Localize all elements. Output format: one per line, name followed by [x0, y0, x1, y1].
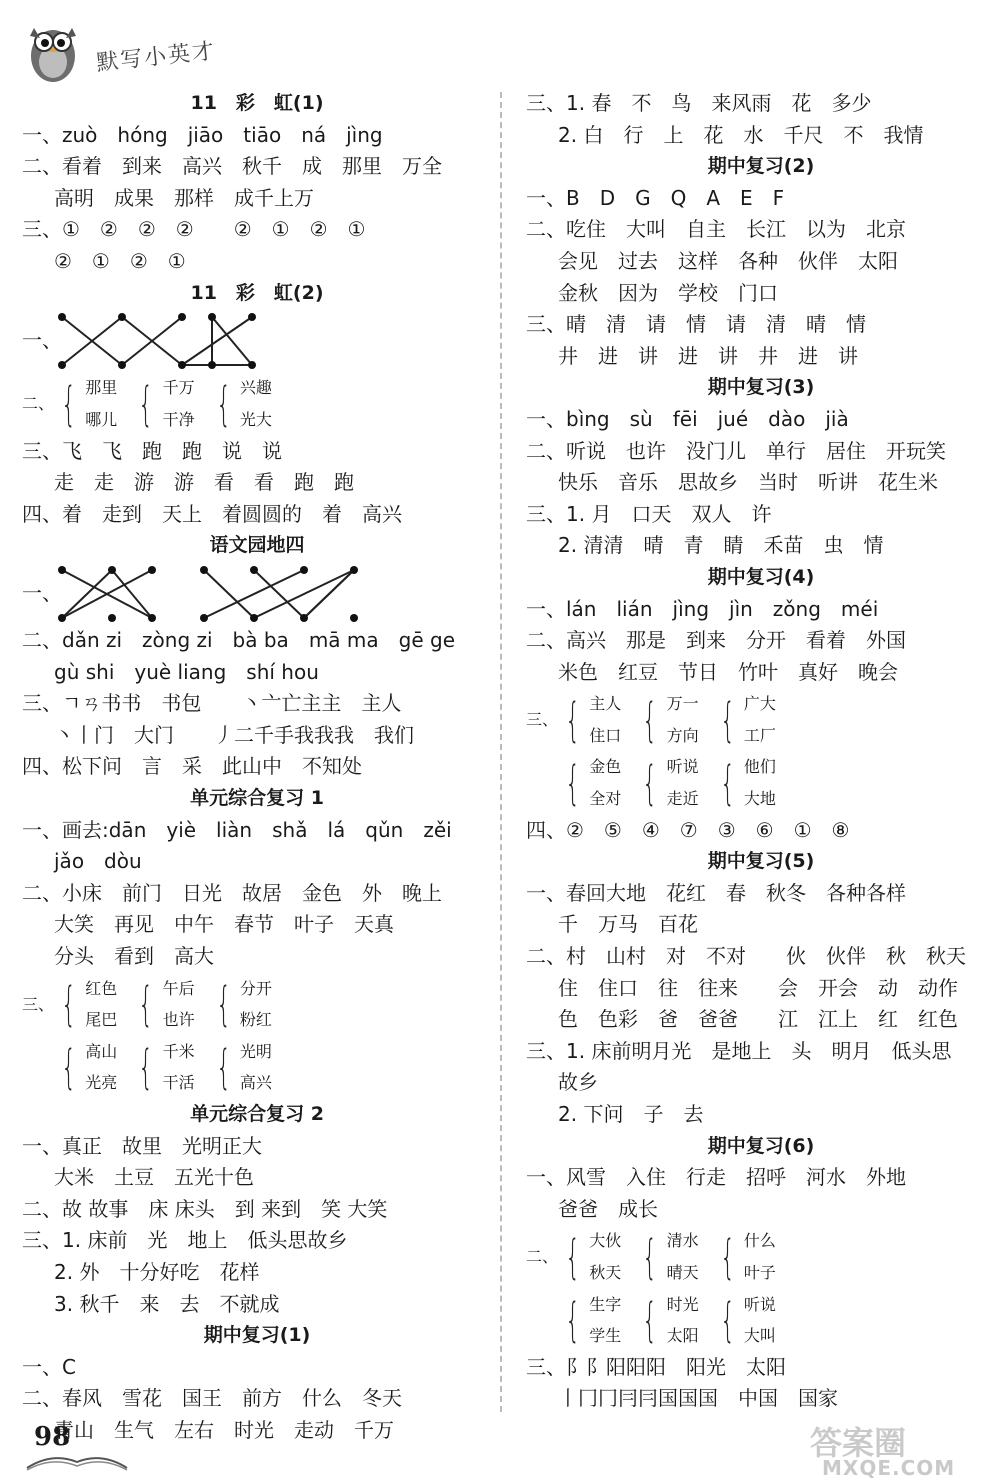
answer-line: ② ① ② ①: [54, 248, 186, 273]
matching-dot: [58, 313, 66, 321]
brace-icon: {: [565, 756, 580, 811]
answer-line: 青山 生气 左右 时光 走动 千万: [54, 1417, 394, 1442]
brace-group: [713, 1289, 776, 1352]
matching-lines-icon: [54, 311, 494, 371]
answer-line: 2. 下问 子 去: [558, 1102, 704, 1126]
brace-group: [713, 751, 776, 814]
brace-icon: {: [565, 1229, 580, 1284]
pair-word: 走近: [666, 789, 699, 809]
brace-icon: {: [565, 692, 580, 747]
word-pair: [744, 1225, 776, 1288]
answer-line: 四、松下问 言 采 此山中 不知处: [22, 754, 362, 779]
question-label: 一、: [22, 580, 62, 605]
answer-line: 二、dǎn zi zòng zi bà ba mā ma gē ge: [22, 628, 456, 653]
brace-group: [635, 688, 698, 751]
pair-word: 分开: [239, 978, 272, 998]
answer-line: 一、C: [22, 1354, 76, 1379]
answer-line: 大米 土豆 五光十色: [54, 1165, 254, 1190]
section-title: 11 彩 虹(1): [190, 92, 324, 114]
matching-line: [254, 570, 354, 618]
answer-line: 2. 白 行 上 花 水 千尺 不 我情: [558, 122, 924, 147]
word-pair: [240, 372, 272, 435]
pair-word: 千米: [162, 1041, 195, 1061]
matching-dot: [58, 614, 66, 622]
question-label: 二、: [22, 394, 55, 414]
section-title: 期中复习(2): [707, 155, 815, 178]
section-title: 期中复习(4): [707, 565, 815, 588]
pair-word: 干活: [162, 1073, 195, 1093]
word-pair: [163, 372, 195, 435]
matching-exercise: [22, 309, 492, 372]
word-pair: [85, 372, 117, 435]
matching-line: [254, 570, 304, 618]
matching-dot: [108, 614, 116, 622]
matching-dot: [248, 361, 256, 369]
book-icon: [22, 1448, 132, 1472]
pair-word: 秋天: [589, 1262, 622, 1282]
pair-word: 干净: [162, 409, 195, 429]
pair-word: 哪儿: [85, 409, 118, 429]
pair-word: 全对: [589, 789, 622, 809]
brace-icon: {: [642, 1229, 658, 1284]
matching-dot: [200, 614, 208, 622]
matching-dot: [300, 614, 308, 622]
question-label: 三、: [22, 994, 55, 1014]
answer-line: jǎo dòu: [54, 849, 142, 874]
answer-line: 一、风雪 入住 行走 招呼 河水 外地: [526, 1165, 906, 1190]
word-pair: [744, 688, 776, 751]
answer-line: 三、阝阝阳阳阳 阳光 太阳: [526, 1354, 786, 1379]
watermark-logo: 答案圈: [810, 1424, 907, 1462]
pair-word: 晴天: [666, 1262, 699, 1282]
word-pair: [85, 1036, 117, 1099]
pair-word: 大叫: [743, 1326, 776, 1346]
pair-word: 大伙: [589, 1231, 622, 1251]
answer-line: 米色 红豆 节日 竹叶 真好 晚会: [558, 659, 898, 684]
answer-line: 二、听说 也许 没门儿 单行 居住 开玩笑: [526, 438, 946, 463]
brace-icon: {: [642, 1293, 658, 1348]
pair-word: 红色: [85, 978, 118, 998]
matching-dot: [350, 566, 358, 574]
matching-dot: [208, 361, 216, 369]
page-number: 98: [34, 1422, 71, 1452]
word-pair: [667, 1289, 699, 1352]
answer-line: 走 走 游 游 看 看 跑 跑: [54, 470, 354, 495]
answer-line: 丶丨门 大门 丿二千手我我我 我们: [54, 722, 414, 747]
word-pair: [589, 751, 621, 814]
answer-line: 井 进 讲 进 讲 井 进 讲: [558, 343, 858, 368]
answer-line: 二、小床 前门 日光 故居 金色 外 晚上: [22, 880, 442, 905]
brace-icon: {: [215, 376, 231, 431]
matching-line: [204, 570, 254, 618]
answer-line: 三、晴 清 请 情 请 清 晴 情: [526, 312, 866, 337]
brace-icon: {: [138, 977, 154, 1032]
word-pair: [163, 973, 195, 1036]
answer-line: 四、② ⑤ ④ ⑦ ③ ⑥ ① ⑧: [526, 817, 850, 842]
answer-line: 二、村 山村 对 不对 伙 伙伴 秋 秋天: [526, 944, 966, 969]
answer-line: 一、zuò hóng jiāo tiāo ná jìng: [22, 122, 383, 147]
answer-line: 分头 看到 高大: [54, 944, 214, 969]
matching-line: [204, 570, 304, 618]
answer-line: 一、lán lián jìng jìn zǒng méi: [526, 596, 879, 621]
pair-word: 光大: [239, 409, 272, 429]
pair-word: 也许: [162, 1010, 195, 1030]
answer-line: 二、吃住 大叫 自主 长江 以为 北京: [526, 217, 906, 242]
answer-line: 三、① ② ② ② ② ① ② ①: [22, 217, 366, 242]
watermark-url: MXQE.COM: [822, 1456, 956, 1480]
answer-line: gù shi yuè liang shí hou: [54, 659, 319, 684]
pair-word: 叶子: [743, 1262, 776, 1282]
matching-dot: [118, 313, 126, 321]
section-title: 单元综合复习 2: [190, 1103, 324, 1125]
word-pair: [667, 751, 699, 814]
matching-lines-icon: [54, 564, 494, 624]
brace-group: [635, 1225, 698, 1288]
answer-line: 爸爸 成长: [558, 1196, 658, 1221]
brace-icon: {: [565, 1293, 580, 1348]
pair-word: 主人: [589, 694, 622, 714]
brace-icon: {: [719, 1293, 735, 1348]
word-pair: [85, 973, 117, 1036]
matching-dot: [58, 566, 66, 574]
word-pair: [667, 1225, 699, 1288]
brace-group: [558, 1225, 621, 1288]
brace-icon: {: [215, 1040, 231, 1095]
pair-word: 住口: [589, 725, 622, 745]
answer-line: 二、故 故事 床 床头 到 来到 笑 大笑: [22, 1196, 388, 1221]
pair-word: 方向: [666, 725, 699, 745]
brace-group: [54, 372, 117, 435]
brace-icon: {: [138, 1040, 154, 1095]
pair-word: 光明: [239, 1041, 272, 1061]
pair-word: 兴趣: [239, 378, 272, 398]
answer-line: 三、1. 床前明月光 是地上 头 明月 低头思: [526, 1038, 952, 1063]
section-title: 期中复习(6): [707, 1134, 815, 1157]
answer-line: 三、飞 飞 跑 跑 说 说: [22, 438, 282, 463]
brace-group: [713, 1225, 776, 1288]
answer-line: 千 万马 百花: [558, 912, 698, 937]
matching-dot: [148, 566, 156, 574]
brace-group: [635, 1289, 698, 1352]
answer-line: 三、1. 春 不 鸟 来风雨 花 多少: [526, 91, 872, 115]
answer-line: 三、1. 床前 光 地上 低头思故乡: [22, 1228, 348, 1253]
word-pair: [744, 1289, 776, 1352]
pair-word: 金色: [589, 757, 622, 777]
answer-line: 高明 成果 那样 成千上万: [54, 185, 314, 210]
pair-word: 听说: [743, 1294, 776, 1314]
answer-line: 一、bìng sù fēi jué dào jià: [526, 406, 849, 431]
answer-line: 二、高兴 那是 到来 分开 看着 外国: [526, 628, 906, 653]
brace-icon: {: [719, 692, 735, 747]
matching-dot: [200, 566, 208, 574]
brace-icon: {: [61, 977, 76, 1032]
brace-group: [131, 372, 194, 435]
brace-icon: {: [719, 1229, 735, 1284]
brace-group: [713, 688, 776, 751]
left-column: [22, 88, 492, 1447]
question-label: 一、: [22, 328, 62, 353]
question-label: 二、: [526, 1247, 559, 1267]
brace-pairs-line: [22, 1036, 492, 1099]
column-divider: [500, 92, 502, 1412]
brace-icon: {: [642, 756, 658, 811]
brace-group: [131, 973, 194, 1036]
pair-word: 那里: [85, 378, 118, 398]
right-column: [526, 88, 996, 1415]
brace-pairs-line: [526, 751, 996, 814]
header-logo: [18, 14, 228, 88]
word-pair: [744, 751, 776, 814]
word-pair: [163, 1036, 195, 1099]
brace-group: [209, 973, 272, 1036]
section-title: 单元综合复习 1: [190, 787, 324, 810]
watermark: [810, 1418, 990, 1478]
pair-word: 生字: [589, 1294, 622, 1314]
pair-word: 广大: [743, 694, 776, 714]
answer-line: 大笑 再见 中午 春节 叶子 天真: [54, 912, 394, 937]
section-title: 语文园地四: [209, 534, 305, 557]
word-pair: [240, 973, 272, 1036]
matching-dot: [178, 313, 186, 321]
brace-group: [558, 688, 621, 751]
brace-icon: {: [719, 756, 735, 811]
answer-line: 三、ㄱㄢ书书 书包 丶亠亡主主 主人: [22, 691, 402, 716]
answer-line: 色 色彩 爸 爸爸 江 江上 红 红色: [558, 1007, 958, 1032]
answer-line: 金秋 因为 学校 门口: [558, 280, 778, 305]
pair-word: 什么: [743, 1231, 776, 1251]
answer-line: 一、B D G Q A E F: [526, 185, 785, 210]
pair-word: 午后: [162, 978, 195, 998]
pair-word: 时光: [666, 1294, 699, 1314]
matching-dot: [300, 566, 308, 574]
brace-group: [131, 1036, 194, 1099]
brace-pairs-line: [22, 372, 492, 435]
brace-pairs-line: [22, 973, 492, 1036]
matching-dot: [250, 614, 258, 622]
question-label: 三、: [526, 710, 559, 730]
brace-group: [209, 372, 272, 435]
answer-line: 2. 清清 晴 青 睛 禾苗 虫 情: [558, 533, 884, 558]
pair-word: 听说: [666, 757, 699, 777]
pair-word: 清水: [666, 1231, 699, 1251]
matching-line: [304, 570, 354, 618]
answer-line: 会见 过去 这样 各种 伙伴 太阳: [558, 248, 898, 273]
brace-icon: {: [215, 977, 231, 1032]
answer-line: 一、春回大地 花红 春 秋冬 各种各样: [526, 880, 906, 905]
matching-dot: [118, 361, 126, 369]
answer-line: 二、看着 到来 高兴 秋千 成 那里 万全: [22, 154, 442, 179]
word-pair: [667, 688, 699, 751]
pair-word: 他们: [743, 757, 776, 777]
brace-group: [54, 1036, 117, 1099]
matching-exercise: [22, 562, 492, 625]
answer-line: 一、画去:dān yiè liàn shǎ lá qǔn zěi: [22, 817, 452, 842]
answer-line: 2. 外 十分好吃 花样: [54, 1259, 260, 1284]
answer-line: 一、真正 故里 光明正大: [22, 1133, 262, 1158]
matching-dot: [248, 313, 256, 321]
pair-word: 万一: [666, 694, 699, 714]
matching-dot: [350, 614, 358, 622]
answer-line: 住 住口 往 往来 会 开会 动 动作: [558, 975, 958, 1000]
pair-word: 尾巴: [85, 1010, 118, 1030]
section-title: 11 彩 虹(2): [190, 281, 324, 304]
matching-dot: [250, 566, 258, 574]
pair-word: 高山: [85, 1041, 118, 1061]
answer-line: 3. 秋千 来 去 不就成: [54, 1291, 280, 1316]
matching-line: [62, 570, 112, 618]
answer-line: 故乡: [558, 1070, 598, 1095]
word-pair: [589, 1289, 621, 1352]
brace-group: [209, 1036, 272, 1099]
brace-pairs-line: [526, 1289, 996, 1352]
matching-dot: [208, 313, 216, 321]
answer-line: 二、春风 雪花 国王 前方 什么 冬天: [22, 1386, 402, 1411]
answer-line: 三、1. 月 口天 双人 许: [526, 501, 772, 526]
answer-line: 快乐 音乐 思故乡 当时 听讲 花生米: [558, 470, 938, 495]
word-pair: [589, 688, 621, 751]
matching-line: [112, 570, 152, 618]
brace-icon: {: [642, 692, 658, 747]
section-title: 期中复习(5): [707, 850, 815, 873]
word-pair: [589, 1225, 621, 1288]
brace-pairs-line: [526, 1225, 996, 1288]
brace-group: [635, 751, 698, 814]
pair-word: 工厂: [743, 725, 776, 745]
brace-pairs-line: [526, 688, 996, 751]
pair-word: 光亮: [85, 1073, 118, 1093]
matching-dot: [58, 361, 66, 369]
pair-word: 千万: [162, 378, 195, 398]
matching-dot: [148, 614, 156, 622]
brace-group: [558, 751, 621, 814]
pair-word: 大地: [743, 789, 776, 809]
owl-icon: [22, 16, 84, 86]
matching-dot: [108, 566, 116, 574]
brand-title: 默写小英才: [95, 38, 218, 77]
page-footer: [22, 1418, 132, 1474]
answer-line: 四、着 走到 天上 着圆圆的 着 高兴: [22, 501, 402, 526]
brace-icon: {: [61, 1040, 76, 1095]
pair-word: 粉红: [239, 1010, 272, 1030]
pair-word: 学生: [589, 1326, 622, 1346]
answer-line: 丨冂冂冃冃国国国 中国 国家: [558, 1386, 838, 1411]
word-pair: [240, 1036, 272, 1099]
pair-word: 高兴: [239, 1073, 272, 1093]
pair-word: 太阳: [666, 1326, 699, 1346]
brace-group: [558, 1289, 621, 1352]
matching-dot: [178, 361, 186, 369]
brace-icon: {: [61, 376, 76, 431]
section-title: 期中复习(3): [707, 376, 815, 399]
brace-icon: {: [138, 376, 154, 431]
section-title: 期中复习(1): [203, 1324, 311, 1347]
brace-group: [54, 973, 117, 1036]
